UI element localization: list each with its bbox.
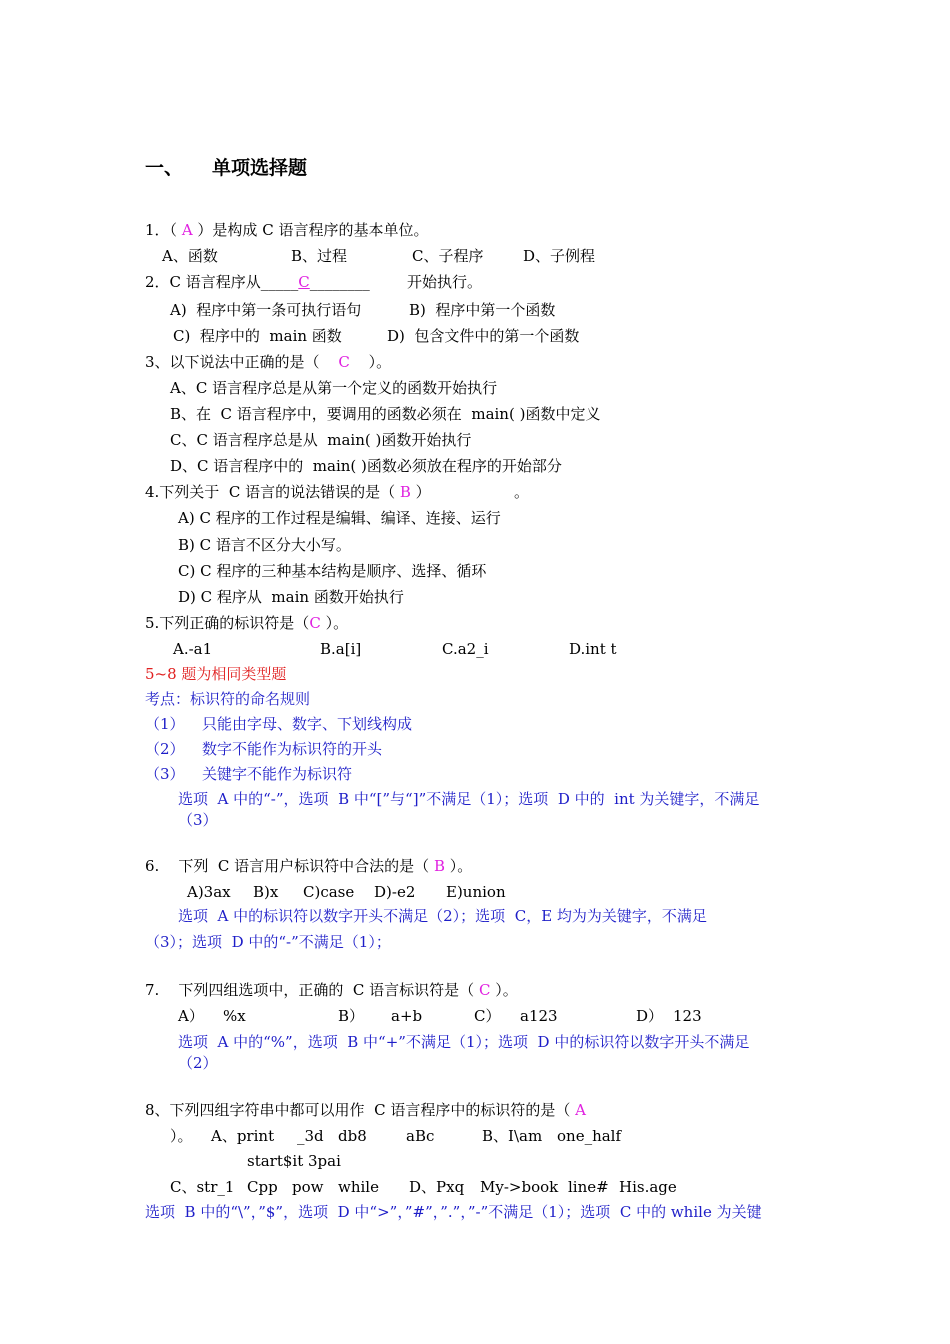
section-title: 单项选择题 xyxy=(212,157,308,179)
q7-option-b-label: B） xyxy=(338,1007,365,1025)
q2-stem-post: 开始执行。 xyxy=(407,273,483,291)
q8-option-d-1: D、Pxq xyxy=(409,1178,465,1196)
q4-option-c: C) C 程序的三种基本结构是顺序、选择、循环 xyxy=(178,562,487,580)
q1-answer: A xyxy=(181,221,193,239)
q6-answer: B xyxy=(433,857,445,875)
q3-option-b: B、在 C 语言程序中，要调用的函数必须在 main( )函数中定义 xyxy=(170,405,601,423)
q2-blank-post: ________ xyxy=(309,273,370,291)
q2-stem-pre: 2．C 语言程序从 xyxy=(145,273,261,291)
q8-option-a-1: A、print xyxy=(211,1127,275,1145)
q7-option-b-value: a+b xyxy=(391,1007,423,1025)
q6-stem-post: ）。 xyxy=(444,857,473,875)
q7-option-a-label: A） xyxy=(178,1007,204,1025)
question-2 xyxy=(145,272,370,292)
q4-option-d: D) C 程序从 main 函数开始执行 xyxy=(178,588,404,606)
q2-option-b: B) 程序中第一个函数 xyxy=(409,301,556,319)
rule-3-num: （3） xyxy=(145,765,185,783)
q7-explanation-line2: （2） xyxy=(178,1054,218,1072)
q5-option-a: A.-a1 xyxy=(173,640,213,658)
q5-explanation-line1: 选项 A 中的“-”，选项 B 中“[”与“]”不满足（1）；选项 D 中的 int 为关键字，不满足 xyxy=(178,790,760,808)
q5-option-d: D.int t xyxy=(569,640,617,658)
q5-answer: C xyxy=(309,614,321,632)
rule-1-num: （1） xyxy=(145,715,185,733)
q4-stem-end: 。 xyxy=(514,483,530,501)
q8-option-a-4: aBc xyxy=(406,1127,435,1145)
q1-option-c: C、子程序 xyxy=(412,247,484,265)
q5-stem-pre: 5.下列正确的标识符是（ xyxy=(145,614,310,632)
same-type-note: 5~8 题为相同类型题 xyxy=(145,665,287,683)
q7-option-d-value: 123 xyxy=(673,1007,702,1025)
q4-option-a: A) C 程序的工作过程是编辑、编译、连接、运行 xyxy=(178,509,501,527)
q8-option-c-1: C、str_1 xyxy=(170,1178,235,1196)
q3-stem-pre: 3、以下说法中正确的是（ xyxy=(145,353,325,371)
rule-2-text: 数字不能作为标识符的开头 xyxy=(202,740,383,758)
q6-option-a: A)3ax xyxy=(187,883,231,901)
q6-option-c: C)case xyxy=(303,883,355,901)
question-5 xyxy=(145,613,348,633)
q8-option-d-4: His.age xyxy=(619,1178,677,1196)
q5-option-b: B.a[i] xyxy=(320,640,362,658)
q8-explanation-line1: 选项 B 中的“\”，”$”，选项 D 中“>”，”#”，”.”，”-”不满足（1）；选项 C 中的 while 为关键 xyxy=(145,1203,762,1221)
question-3 xyxy=(145,352,391,372)
q4-stem-pre: 4.下列关于 C 语言的说法错误的是（ xyxy=(145,483,400,501)
key-point: 考点：标识符的命名规则 xyxy=(145,690,311,708)
q7-explanation-line1: 选项 A 中的“%”，选项 B 中“+”不满足（1）；选项 D 中的标识符以数字开头不满足 xyxy=(178,1033,750,1051)
q8-option-c-4: while xyxy=(338,1178,379,1196)
q8-option-a-2: _3d xyxy=(297,1127,324,1145)
question-8 xyxy=(145,1100,586,1120)
q3-option-c: C、C 语言程序总是从 main( )函数开始执行 xyxy=(170,431,472,449)
q1-option-d: D、子例程 xyxy=(523,247,596,265)
q5-explanation-line2: （3） xyxy=(178,811,218,829)
q5-stem-post: ）。 xyxy=(320,614,349,632)
q8-option-c-3: pow xyxy=(292,1178,324,1196)
q8-option-b-1: B、I\am xyxy=(482,1127,543,1145)
q2-option-a: A) 程序中第一条可执行语句 xyxy=(170,301,362,319)
q4-stem-post: ） xyxy=(410,483,431,501)
question-6 xyxy=(145,856,472,876)
q8-option-a-3: db8 xyxy=(338,1127,367,1145)
q7-option-c-label: C） xyxy=(474,1007,501,1025)
q1-stem-pre: 1．（ xyxy=(145,221,182,239)
q5-option-c: C.a2_i xyxy=(442,640,489,658)
q7-stem-post: ）。 xyxy=(490,981,518,999)
q3-stem-post: ）。 xyxy=(363,353,392,371)
q6-option-e: E)union xyxy=(446,883,506,901)
q8-option-b-continued: start$it 3pai xyxy=(247,1152,341,1170)
q6-option-d: D)-e2 xyxy=(374,883,416,901)
rule-3-text: 关键字不能作为标识符 xyxy=(202,765,353,783)
q8-answer: A xyxy=(575,1101,586,1119)
q8-option-d-2: My->book xyxy=(480,1178,559,1196)
q2-blank-pre: _____ xyxy=(260,273,299,291)
question-7 xyxy=(145,980,518,1000)
q3-option-d: D、C 语言程序中的 main( )函数必须放在程序的开始部分 xyxy=(170,457,562,475)
section-number: 一、 xyxy=(145,157,184,179)
rule-2-num: （2） xyxy=(145,740,185,758)
question-4 xyxy=(145,482,431,502)
q8-stem-pre: 8、下列四组字符串中都可以用作 C 语言程序中的标识符的是（ xyxy=(145,1101,576,1119)
q8-option-b-2: one_half xyxy=(557,1127,622,1145)
q7-option-a-value: %x xyxy=(223,1007,246,1025)
q2-option-c: C) 程序中的 main 函数 xyxy=(173,327,342,345)
rule-1-text: 只能由字母、数字、下划线构成 xyxy=(202,715,413,733)
q1-option-a: A、函数 xyxy=(162,247,218,265)
q7-option-d-label: D） xyxy=(636,1007,664,1025)
q2-answer: C xyxy=(298,273,310,291)
q1-stem-post: ）是构成 C 语言程序的基本单位。 xyxy=(192,221,429,239)
q3-answer: C xyxy=(338,353,350,371)
q6-option-b: B)x xyxy=(253,883,279,901)
q2-option-d: D) 包含文件中的第一个函数 xyxy=(387,327,580,345)
q7-stem-pre: 7. 下列四组选项中，正确的 C 语言标识符是（ xyxy=(145,981,479,999)
q6-explanation-line1: 选项 A 中的标识符以数字开头不满足（2）；选项 C，E 均为为关键字，不满足 xyxy=(178,907,707,925)
q4-answer: B xyxy=(399,483,411,501)
q8-stem-close: ）。 xyxy=(170,1127,193,1145)
q4-option-b: B) C 语言不区分大小写。 xyxy=(178,536,351,554)
q7-answer: C xyxy=(478,981,491,999)
question-1 xyxy=(145,220,428,240)
q6-explanation-line2: （3）；选项 D 中的“-”不满足（1）； xyxy=(145,933,391,951)
q8-option-c-2: Cpp xyxy=(247,1178,278,1196)
q7-option-c-value: a123 xyxy=(520,1007,558,1025)
q6-stem-pre: 6. 下列 C 语言用户标识符中合法的是（ xyxy=(145,857,434,875)
q3-option-a: A、C 语言程序总是从第一个定义的函数开始执行 xyxy=(170,379,498,397)
q8-option-d-3: line# xyxy=(568,1178,609,1196)
q1-option-b: B、过程 xyxy=(291,247,348,265)
